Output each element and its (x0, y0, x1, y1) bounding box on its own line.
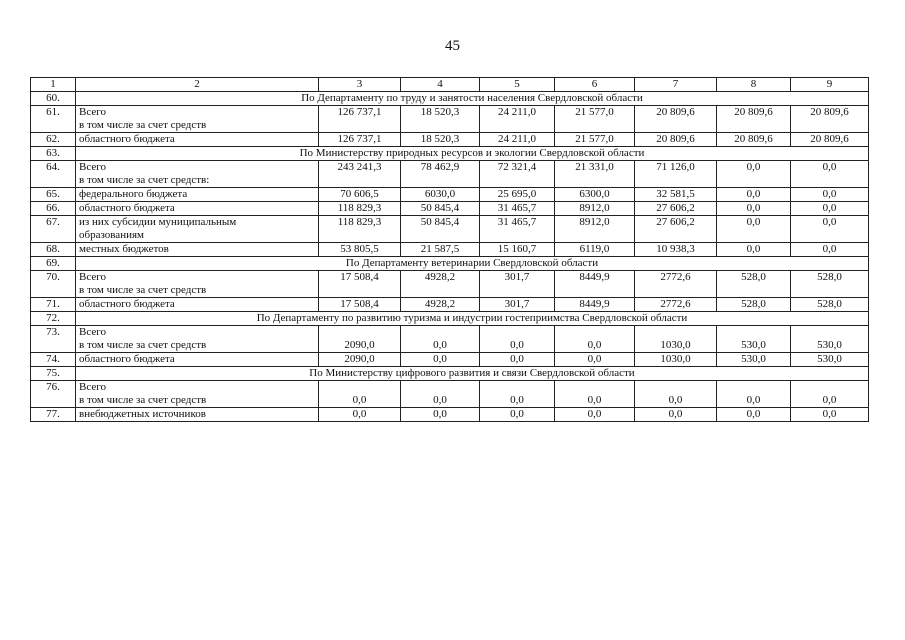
value-cell: 530,0 (791, 353, 869, 367)
table-row (31, 326, 869, 353)
value-cell: 24 211,0 (480, 133, 555, 147)
value-cell: 4928,2 (401, 298, 480, 312)
value-cell: 20 809,6 (717, 106, 791, 133)
header-row (31, 78, 869, 92)
value-cell: 1030,0 (635, 326, 717, 353)
section-row (31, 257, 869, 271)
value-cell: 6119,0 (555, 243, 635, 257)
value-cell: 118 829,3 (319, 216, 401, 243)
row-label (76, 202, 319, 216)
section-row (31, 92, 869, 106)
value-cell: 50 845,4 (401, 202, 480, 216)
table-row (31, 106, 869, 133)
value-cell: 0,0 (717, 188, 791, 202)
value-cell: 0,0 (791, 381, 869, 408)
table-row (31, 202, 869, 216)
row-number: 65. (31, 188, 76, 202)
value-cell: 6030,0 (401, 188, 480, 202)
row-label (76, 188, 319, 202)
page-number: 45 (445, 38, 460, 54)
row-number: 69. (31, 257, 76, 271)
table-row (31, 133, 869, 147)
row-label-line: в том числе за счет средств (79, 284, 207, 296)
header-cell: 9 (791, 78, 869, 92)
value-cell: 20 809,6 (791, 133, 869, 147)
value-cell: 126 737,1 (319, 133, 401, 147)
value-cell: 2772,6 (635, 298, 717, 312)
value-cell: 71 126,0 (635, 161, 717, 188)
table-row (31, 408, 869, 422)
value-cell: 0,0 (480, 326, 555, 353)
row-label (76, 216, 319, 243)
value-cell: 0,0 (791, 243, 869, 257)
value-cell: 21 587,5 (401, 243, 480, 257)
value-cell: 0,0 (791, 216, 869, 243)
value-cell: 17 508,4 (319, 271, 401, 298)
row-label-line: из них субсидии муниципальным (79, 216, 237, 228)
row-number: 62. (31, 133, 76, 147)
value-cell: 528,0 (791, 298, 869, 312)
value-cell: 4928,2 (401, 271, 480, 298)
section-title: По Министерству природных ресурсов и экологии Свердловской области (76, 147, 869, 161)
value-cell: 0,0 (717, 408, 791, 422)
value-cell: 0,0 (555, 326, 635, 353)
value-cell: 0,0 (791, 202, 869, 216)
value-cell: 0,0 (555, 408, 635, 422)
value-cell: 0,0 (401, 353, 480, 367)
value-cell: 0,0 (717, 243, 791, 257)
value-cell: 0,0 (717, 202, 791, 216)
row-label (76, 381, 319, 408)
value-cell: 0,0 (555, 353, 635, 367)
value-cell: 530,0 (717, 353, 791, 367)
table-row (31, 243, 869, 257)
row-label (76, 353, 319, 367)
value-cell: 20 809,6 (635, 106, 717, 133)
row-label (76, 133, 319, 147)
row-number: 70. (31, 271, 76, 298)
row-label-line: областного бюджета (79, 133, 175, 145)
row-number: 76. (31, 381, 76, 408)
value-cell: 0,0 (717, 161, 791, 188)
table-body (31, 78, 869, 422)
row-label-line: областного бюджета (79, 202, 175, 214)
section-title: По Департаменту ветеринарии Свердловской области (76, 257, 869, 271)
value-cell: 0,0 (480, 381, 555, 408)
header-cell: 2 (76, 78, 319, 92)
value-cell: 126 737,1 (319, 106, 401, 133)
value-cell: 53 805,5 (319, 243, 401, 257)
row-number: 75. (31, 367, 76, 381)
row-label-line: в том числе за счет средств (79, 339, 207, 351)
row-label (76, 408, 319, 422)
row-number: 71. (31, 298, 76, 312)
value-cell: 8912,0 (555, 202, 635, 216)
value-cell: 530,0 (791, 326, 869, 353)
value-cell: 50 845,4 (401, 216, 480, 243)
value-cell: 70 606,5 (319, 188, 401, 202)
table-row (31, 381, 869, 408)
value-cell: 301,7 (480, 271, 555, 298)
value-cell: 243 241,3 (319, 161, 401, 188)
table-row (31, 216, 869, 243)
row-label (76, 106, 319, 133)
table-row (31, 353, 869, 367)
row-label-line: местных бюджетов (79, 243, 169, 255)
value-cell: 528,0 (791, 271, 869, 298)
row-label-line: в том числе за счет средств: (79, 174, 210, 186)
table-row (31, 188, 869, 202)
value-cell: 15 160,7 (480, 243, 555, 257)
value-cell: 24 211,0 (480, 106, 555, 133)
row-label-line: федерального бюджета (79, 188, 188, 200)
section-row (31, 367, 869, 381)
row-label-line: внебюджетных источников (79, 408, 206, 420)
value-cell: 18 520,3 (401, 133, 480, 147)
section-title: По Департаменту по развитию туризма и индустрии гостеприимства Свердловской области (76, 312, 869, 326)
header-cell: 5 (480, 78, 555, 92)
value-cell: 17 508,4 (319, 298, 401, 312)
row-number: 67. (31, 216, 76, 243)
table-row (31, 298, 869, 312)
row-label (76, 271, 319, 298)
value-cell: 8449,9 (555, 271, 635, 298)
row-number: 61. (31, 106, 76, 133)
value-cell: 20 809,6 (791, 106, 869, 133)
value-cell: 21 331,0 (555, 161, 635, 188)
value-cell: 2090,0 (319, 326, 401, 353)
value-cell: 2772,6 (635, 271, 717, 298)
value-cell: 0,0 (401, 408, 480, 422)
value-cell: 0,0 (319, 381, 401, 408)
value-cell: 118 829,3 (319, 202, 401, 216)
value-cell: 528,0 (717, 298, 791, 312)
value-cell: 530,0 (717, 326, 791, 353)
value-cell: 20 809,6 (717, 133, 791, 147)
value-cell: 32 581,5 (635, 188, 717, 202)
row-number: 63. (31, 147, 76, 161)
row-label-line: областного бюджета (79, 298, 175, 310)
row-label-line: образованиям (79, 229, 144, 241)
value-cell: 0,0 (791, 161, 869, 188)
value-cell: 25 695,0 (480, 188, 555, 202)
value-cell: 1030,0 (635, 353, 717, 367)
row-number: 77. (31, 408, 76, 422)
value-cell: 0,0 (401, 381, 480, 408)
value-cell: 0,0 (555, 381, 635, 408)
row-label-line: Всего (79, 381, 106, 393)
header-cell: 1 (31, 78, 76, 92)
value-cell: 2090,0 (319, 353, 401, 367)
row-label-line: Всего (79, 161, 106, 173)
value-cell: 0,0 (717, 381, 791, 408)
row-number: 73. (31, 326, 76, 353)
value-cell: 301,7 (480, 298, 555, 312)
value-cell: 18 520,3 (401, 106, 480, 133)
value-cell: 0,0 (480, 408, 555, 422)
row-label-line: Всего (79, 326, 106, 338)
row-number: 64. (31, 161, 76, 188)
value-cell: 0,0 (717, 216, 791, 243)
table-row (31, 271, 869, 298)
row-number: 60. (31, 92, 76, 106)
value-cell: 0,0 (319, 408, 401, 422)
row-label-line: областного бюджета (79, 353, 175, 365)
row-label-line: в том числе за счет средств (79, 394, 207, 406)
budget-table (30, 77, 869, 422)
row-number: 68. (31, 243, 76, 257)
header-cell: 4 (401, 78, 480, 92)
value-cell: 0,0 (635, 381, 717, 408)
value-cell: 0,0 (480, 353, 555, 367)
row-label (76, 326, 319, 353)
value-cell: 78 462,9 (401, 161, 480, 188)
value-cell: 0,0 (791, 408, 869, 422)
value-cell: 0,0 (635, 408, 717, 422)
row-label-line: Всего (79, 271, 106, 283)
row-label-line: Всего (79, 106, 106, 118)
value-cell: 8449,9 (555, 298, 635, 312)
value-cell: 20 809,6 (635, 133, 717, 147)
header-cell: 3 (319, 78, 401, 92)
value-cell: 72 321,4 (480, 161, 555, 188)
row-label-line: в том числе за счет средств (79, 119, 207, 131)
section-title: По Департаменту по труду и занятости населения Свердловской области (76, 92, 869, 106)
header-cell: 7 (635, 78, 717, 92)
row-number: 66. (31, 202, 76, 216)
value-cell: 10 938,3 (635, 243, 717, 257)
row-number: 72. (31, 312, 76, 326)
value-cell: 31 465,7 (480, 202, 555, 216)
value-cell: 27 606,2 (635, 202, 717, 216)
section-title: По Министерству цифрового развития и связи Свердловской области (76, 367, 869, 381)
table-row (31, 161, 869, 188)
value-cell: 21 577,0 (555, 133, 635, 147)
row-number: 74. (31, 353, 76, 367)
section-row (31, 312, 869, 326)
value-cell: 0,0 (791, 188, 869, 202)
value-cell: 27 606,2 (635, 216, 717, 243)
header-cell: 8 (717, 78, 791, 92)
section-row (31, 147, 869, 161)
value-cell: 21 577,0 (555, 106, 635, 133)
row-label (76, 298, 319, 312)
value-cell: 528,0 (717, 271, 791, 298)
value-cell: 8912,0 (555, 216, 635, 243)
header-cell: 6 (555, 78, 635, 92)
value-cell: 0,0 (401, 326, 480, 353)
row-label (76, 243, 319, 257)
row-label (76, 161, 319, 188)
value-cell: 6300,0 (555, 188, 635, 202)
value-cell: 31 465,7 (480, 216, 555, 243)
